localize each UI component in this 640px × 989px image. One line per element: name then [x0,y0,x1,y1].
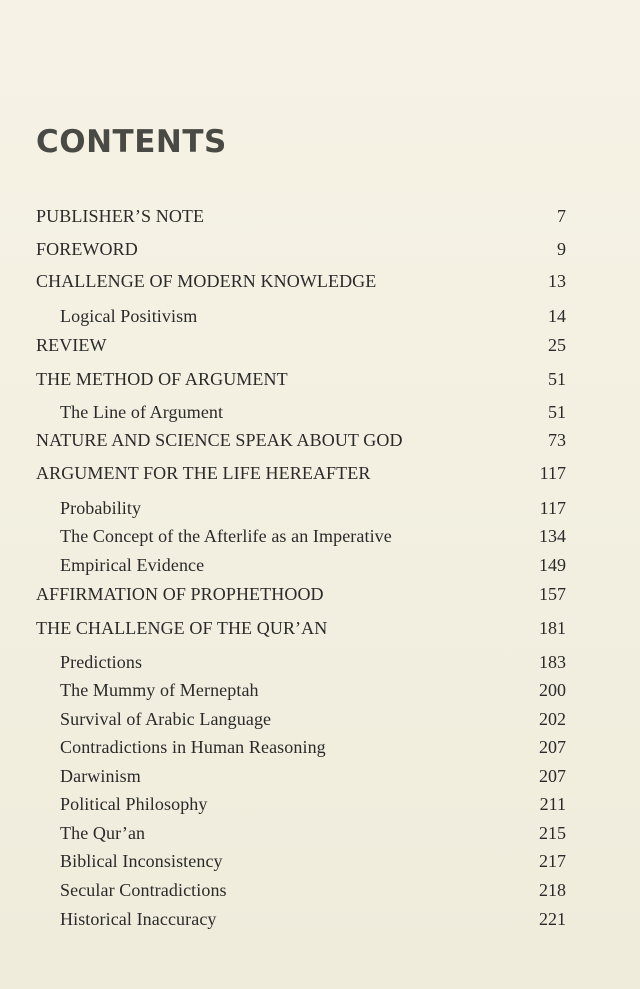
toc-entry-page: 183 [539,652,566,672]
toc-entry-page: 7 [557,206,566,226]
toc-subentry [36,304,566,328]
toc-subentry [36,553,566,577]
toc-subentry [36,524,566,548]
toc-subentry [36,764,566,788]
toc-entry-title: FOREWORD [36,239,138,259]
toc-entry-page: 215 [539,823,566,843]
toc-entry-title: CHALLENGE OF MODERN KNOWLEDGE [36,271,377,291]
toc-subentry [36,496,566,520]
toc-subentry [36,735,566,759]
toc-entry-page: 221 [539,909,566,929]
toc-entry-page: 211 [539,794,566,814]
toc-entry-page: 51 [548,402,566,422]
toc-subentry [36,849,566,873]
toc-entry-title: Darwinism [60,766,141,786]
toc-subentry [36,821,566,845]
toc-entry-page: 134 [539,526,566,546]
toc-entry-title: REVIEW [36,335,107,355]
toc-entry-page: 202 [539,709,566,729]
toc-entry-title: The Mummy of Merneptah [60,680,259,700]
toc-entry-title: The Line of Argument [60,402,224,422]
toc-entry-page: 157 [539,584,566,604]
toc-entry-title: THE CHALLENGE OF THE QUR’AN [36,618,328,638]
toc-entry-title: AFFIRMATION OF PROPHETHOOD [36,584,324,604]
toc-entry-title: NATURE AND SCIENCE SPEAK ABOUT GOD [36,430,403,450]
toc-subentry [36,678,566,702]
toc-subentry [36,650,566,674]
toc-entry [36,582,566,606]
toc-subentry [36,792,566,816]
toc-entry-page: 51 [548,369,566,389]
toc-entry-page: 25 [548,335,566,355]
toc-entry-title: PUBLISHER’S NOTE [36,206,205,226]
toc-entry-page: 13 [548,271,566,291]
toc-entry-page: 207 [539,737,566,757]
toc-entry-title: Predictions [60,652,143,672]
toc-subentry [36,707,566,731]
toc-entry [36,367,566,391]
toc-entry-page: 73 [548,430,566,450]
toc-entry-title: Probability [60,498,142,518]
toc-entry-page: 149 [539,555,566,575]
toc-entry [36,204,566,228]
toc-entry [36,428,566,452]
toc-entry-title: Logical Positivism [60,306,198,326]
toc-entry-page: 181 [539,618,566,638]
toc-entry-page: 14 [548,306,566,326]
toc-entry-title: ARGUMENT FOR THE LIFE HEREAFTER [36,463,371,483]
toc-subentry [36,878,566,902]
toc-entry-title: Political Philosophy [60,794,208,814]
toc-entry-page: 217 [539,851,566,871]
toc-entry-title: Historical Inaccuracy [60,909,217,929]
toc-subentry [36,907,566,931]
toc-entry-page: 200 [539,680,566,700]
contents-heading: CONTENTS [36,124,227,160]
toc-entry-page: 117 [539,498,566,518]
toc-entry [36,333,566,357]
toc-entry-title: The Qur’an [60,823,146,843]
toc-entry-page: 207 [539,766,566,786]
toc-entry-title: Biblical Inconsistency [60,851,223,871]
toc-entry-title: THE METHOD OF ARGUMENT [36,369,288,389]
toc-entry [36,461,566,485]
toc-entry-page: 9 [557,239,566,259]
toc-entry [36,616,566,640]
toc-entry [36,237,566,261]
toc-entry-title: The Concept of the Afterlife as an Imperative [60,526,392,546]
toc-entry-title: Survival of Arabic Language [60,709,272,729]
toc-entry-title: Contradictions in Human Reasoning [60,737,326,757]
toc-entry [36,269,566,293]
toc-entry-page: 218 [539,880,566,900]
toc-entry-title: Empirical Evidence [60,555,205,575]
toc-entry-title: Secular Contradictions [60,880,227,900]
toc-entry-page: 117 [539,463,566,483]
toc-subentry [36,400,566,424]
